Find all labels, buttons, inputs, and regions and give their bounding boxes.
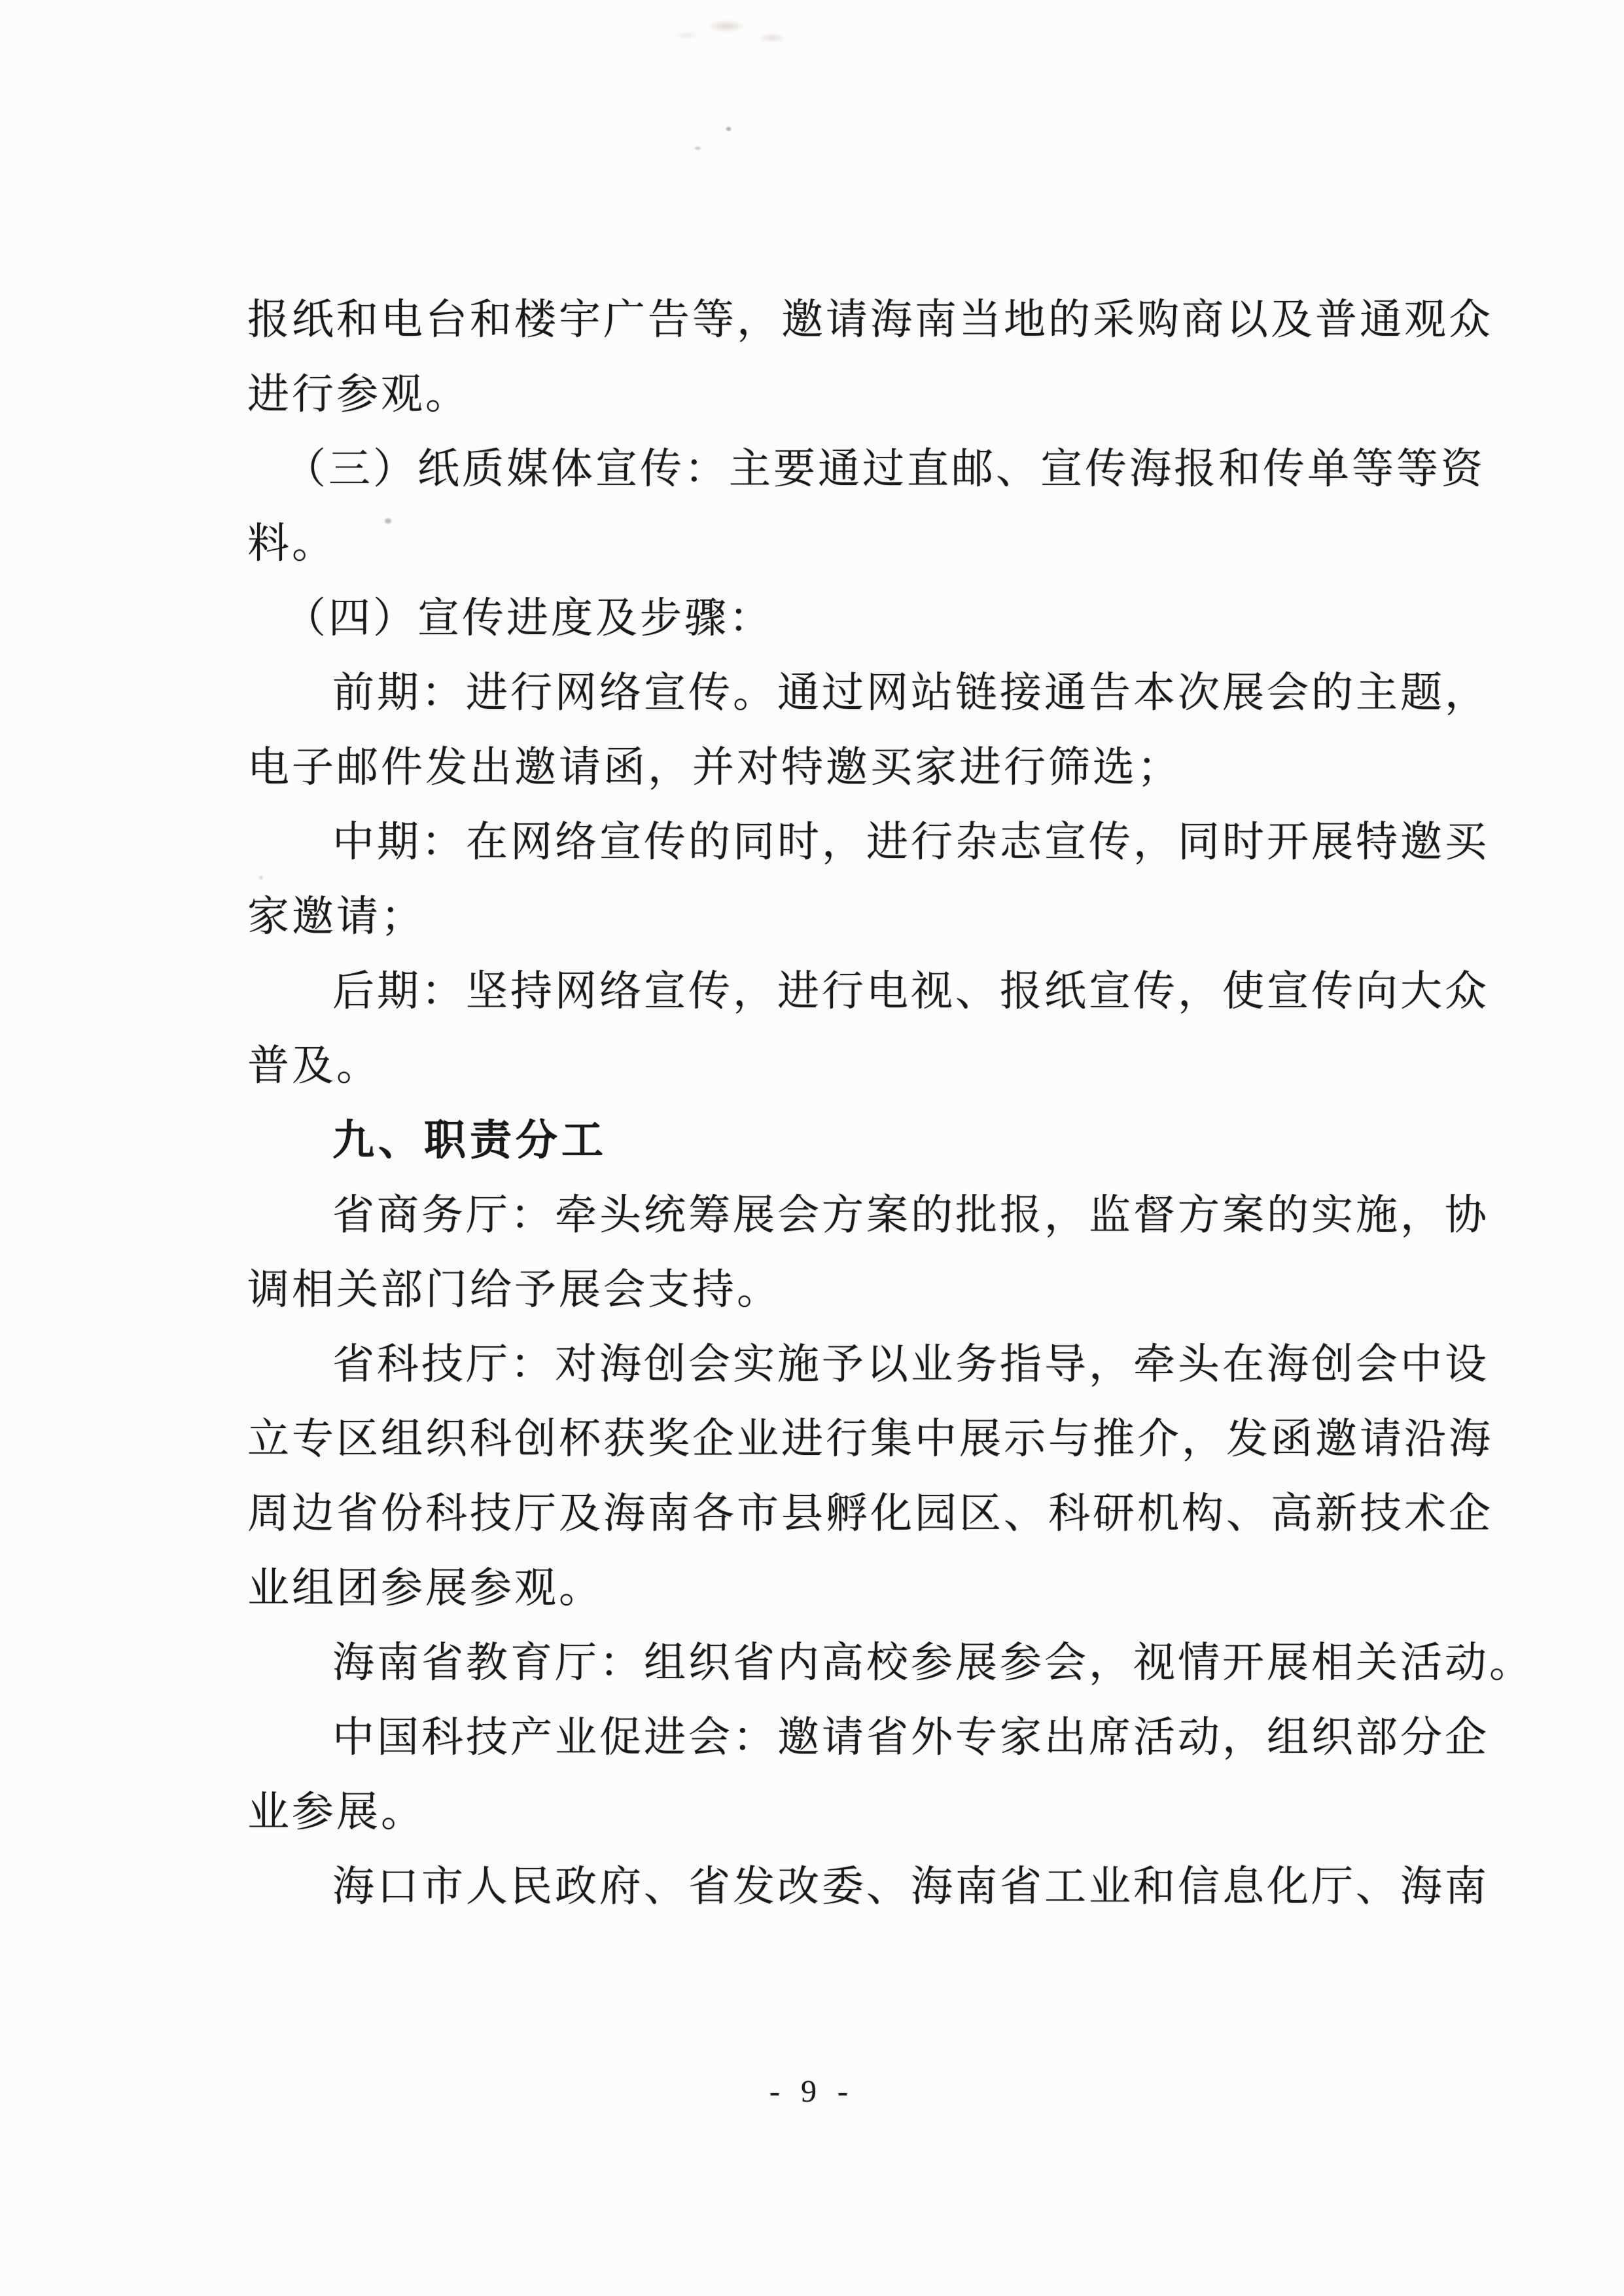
document-line-17: 周边省份科技厅及海南各市县孵化园区、科研机构、高新技术企 xyxy=(247,1490,1493,1537)
document-line-2: 进行参观。 xyxy=(247,371,470,418)
document-line-6: 前期：进行网络宣传。通过网站链接通告本次展会的主题， xyxy=(332,670,1489,716)
document-line-1: 报纸和电台和楼宇广告等，邀请海南当地的采购商以及普通观众 xyxy=(247,296,1493,343)
document-line-20: 中国科技产业促进会：邀请省外专家出席活动，组织部分企 xyxy=(332,1714,1489,1761)
document-body xyxy=(247,283,1534,1924)
document-line-21: 业参展。 xyxy=(247,1789,425,1835)
document-line-8: 中期：在网络宣传的同时，进行杂志宣传，同时开展特邀买 xyxy=(332,819,1489,865)
document-line-9: 家邀请； xyxy=(247,893,425,940)
page-number: - 9 - xyxy=(769,2074,855,2109)
scan-speck xyxy=(726,127,731,131)
document-line-19: 海南省教育厅：组织省内高校参展参会，视情开展相关活动。 xyxy=(332,1640,1534,1686)
document-line-14: 调相关部门给予展会支持。 xyxy=(247,1266,781,1313)
document-line-13: 省商务厅：牵头统筹展会方案的批报，监督方案的实施，协 xyxy=(332,1192,1489,1238)
document-line-11: 普及。 xyxy=(247,1043,381,1089)
scan-noise xyxy=(667,12,811,51)
document-line-16: 立专区组织科创杯获奖企业进行集中展示与推介，发函邀请沿海 xyxy=(247,1416,1493,1462)
document-line-18: 业组团参展参观。 xyxy=(247,1565,603,1611)
document-line-4: 料。 xyxy=(247,520,336,567)
document-line-15: 省科技厅：对海创会实施予以业务指导，牵头在海创会中设 xyxy=(332,1341,1489,1388)
document-line-5: （四）宣传进度及步骤： xyxy=(284,595,773,641)
document-line-3: （三）纸质媒体宣传：主要通过直邮、宣传海报和传单等等资 xyxy=(284,446,1485,492)
document-line-22: 海口市人民政府、省发改委、海南省工业和信息化厅、海南 xyxy=(332,1863,1489,1910)
document-line-12: 九、职责分工 xyxy=(332,1117,607,1165)
document-line-10: 后期：坚持网络宣传，进行电视、报纸宣传，使宣传向大众 xyxy=(332,968,1489,1014)
document-line-7: 电子邮件发出邀请函，并对特邀买家进行筛选； xyxy=(247,744,1182,791)
scan-speck xyxy=(695,147,701,150)
